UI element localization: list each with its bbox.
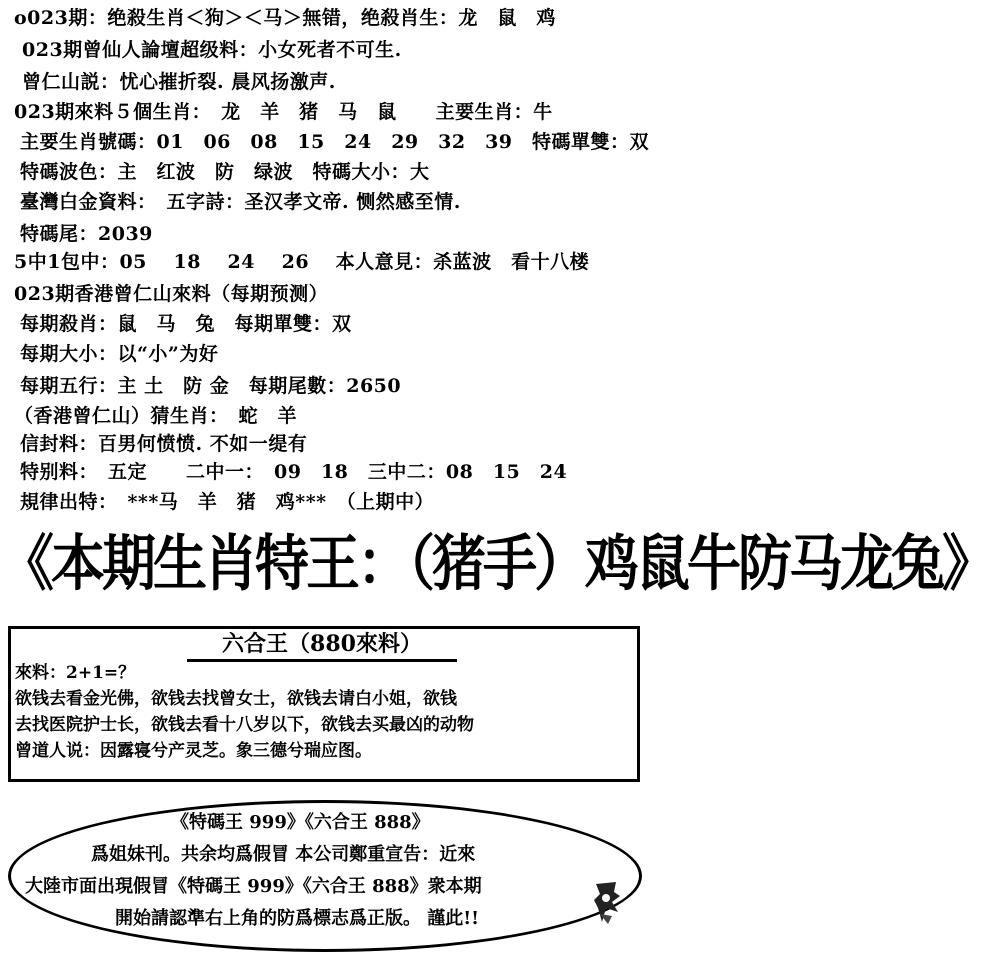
kill-per-period-line: 每期殺肖：鼠 马 兔 每期單雙：双	[20, 313, 352, 335]
tail-number-line: 特碼尾：2039	[20, 223, 153, 245]
size-per-period-line: 每期大小：以“小”为好	[20, 343, 219, 365]
zeng-renshan-saying: 曾仁山説：忧心摧折裂. 晨风扬激声.	[22, 71, 336, 93]
envelope-line: 信封料：百男何愤愤. 不如一缇有	[20, 433, 308, 455]
hongkong-source-line: 023期香港曾仁山來料（每期预测）	[14, 283, 329, 305]
box-line: 去找医院护士长，欲钱去看十八岁以下，欲钱去买最凶的动物	[15, 715, 474, 735]
immortal-forum-line: 023期曾仙人論壇超级料：小女死者不可生.	[22, 39, 402, 61]
box-line: 欲钱去看金光佛，欲钱去找曾女士，欲钱去请白小姐，欲钱	[15, 689, 457, 709]
guess-zodiac-line: （香港曾仁山）猜生肖： 蛇 羊	[14, 405, 298, 427]
notice-line: 大陸市面出現假冒《特碼王 999》《六合王 888》衆本期	[25, 876, 482, 897]
anti-counterfeit-stamp-icon	[592, 878, 622, 926]
notice-line: 開始請認準右上角的防爲標志爲正版。 謹此!!	[115, 908, 480, 929]
special-line: 特别料： 五定 二中一： 09 18 三中二：08 15 24	[20, 461, 568, 483]
taiwan-poem-line: 臺灣白金資料： 五字詩：圣汉孝文帝. 恻然感至情.	[20, 191, 461, 213]
box-line: 曾道人说：因露寝兮产灵芝。象三德兮瑞应图。	[15, 741, 372, 761]
pattern-line: 規律出特： ***马 羊 猪 鸡*** （上期中）	[20, 491, 435, 513]
special-king-banner: 《本期生肖特王：（猪手）鸡鼠牛防马龙兔》	[0, 528, 993, 599]
notice-title: 《特碼王 999》《六合王 888》	[171, 812, 430, 833]
notice-oval	[8, 800, 642, 952]
notice-line: 爲姐妹刊。共余均爲假冒 本公司鄭重宣告：近來	[91, 844, 476, 865]
five-in-one-line: 5中1包中：05 18 24 26 本人意見：杀蓝波 看十八楼	[14, 251, 590, 273]
main-numbers-line: 主要生肖號碼：01 06 08 15 24 29 32 39 特碼單雙：双	[20, 131, 650, 153]
color-wave-line: 特碼波色：主 红波 防 绿波 特碼大小：大	[20, 161, 430, 183]
box-line: 來料：2+1=？	[15, 663, 136, 683]
liuhe-king-box	[8, 626, 640, 782]
five-zodiac-line: 023期來料５個生肖： 龙 羊 猪 马 鼠 主要生肖：牛	[14, 101, 553, 123]
five-elements-line: 每期五行：主 土 防 金 每期尾數：2650	[20, 375, 402, 397]
box-title: 六合王（880來料）	[187, 629, 457, 662]
kill-zodiac-line: o023期：绝殺生肖＜狗＞＜马＞無错，绝殺肖生：龙 鼠 鸡	[14, 7, 556, 29]
